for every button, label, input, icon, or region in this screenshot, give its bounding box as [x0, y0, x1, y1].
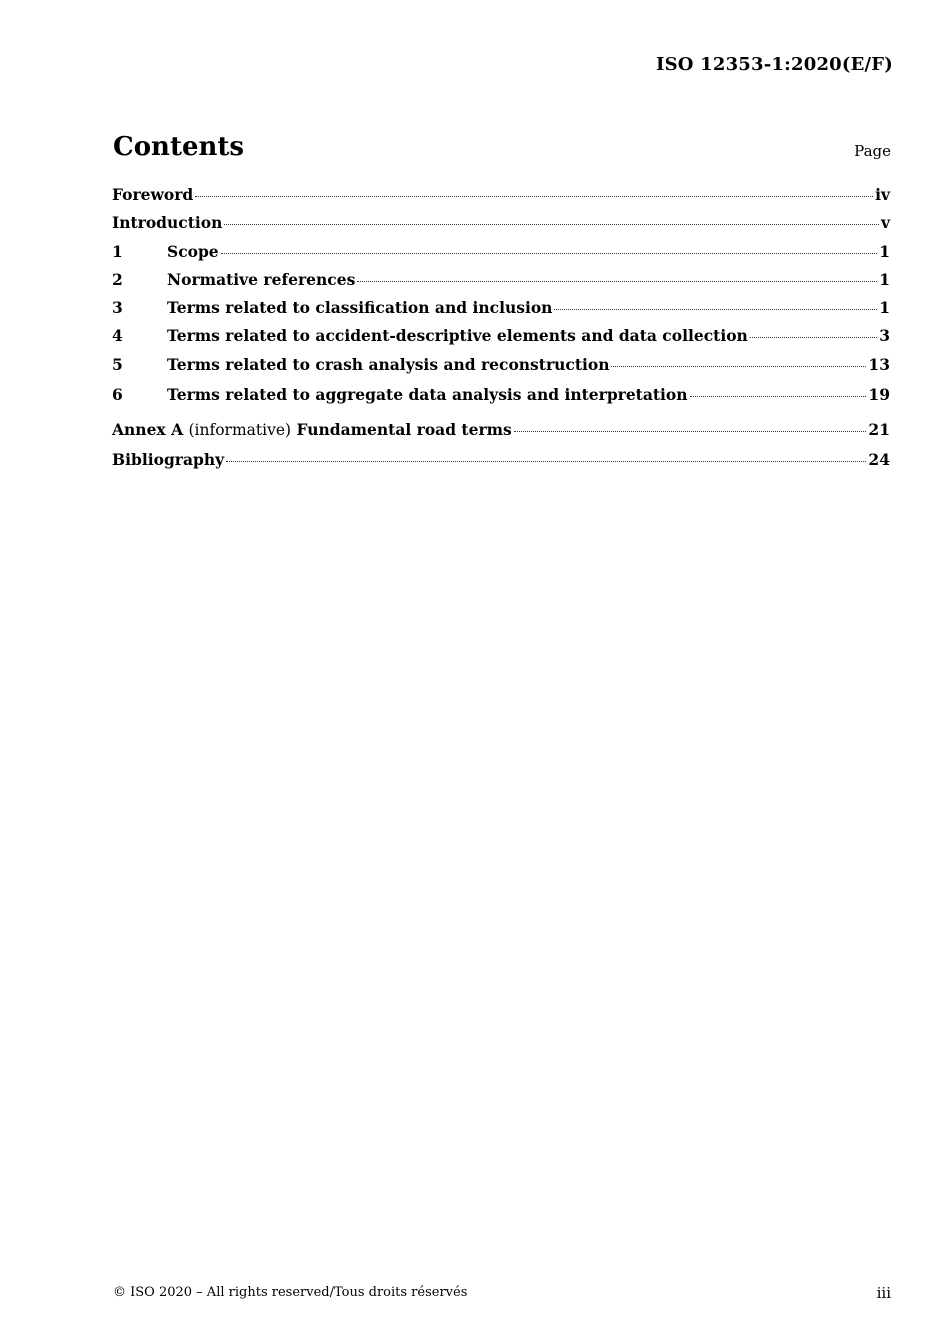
toc-entry-number: 6 [112, 385, 123, 404]
dot-leader [750, 336, 877, 338]
toc-entry-page: v [880, 213, 890, 232]
toc-entry-title: Introduction [112, 213, 223, 232]
toc-entry-title: Terms related to crash analysis and reconstruction [167, 355, 610, 374]
dot-leader [611, 365, 866, 367]
toc-entry-accident-descriptive[interactable] [112, 326, 890, 348]
toc-entry-title: Foreword [112, 185, 194, 204]
dot-leader [514, 430, 867, 432]
toc-entry-page: 21 [868, 420, 890, 439]
document-id: ISO 12353-1:2020(E/F) [655, 54, 893, 75]
toc-entry-number: 2 [112, 270, 123, 289]
toc-entry-number: 1 [112, 242, 123, 261]
contents-title: Contents [113, 132, 245, 162]
toc-entry-title: Terms related to accident-descriptive elements and data collection [167, 326, 748, 345]
dot-leader [195, 195, 873, 197]
toc-entry-page: 3 [879, 326, 890, 345]
dot-leader [357, 280, 877, 282]
dot-leader [690, 395, 867, 397]
toc-entry-page: 1 [879, 298, 890, 317]
toc-entry-scope[interactable] [112, 242, 890, 264]
toc-entry-number: 4 [112, 326, 123, 345]
dot-leader [554, 308, 877, 310]
toc-entry-title: Scope [167, 242, 219, 261]
footer-page-number: iii [876, 1284, 891, 1302]
toc-entry-introduction[interactable] [112, 213, 890, 235]
toc-entry-page: 19 [868, 385, 890, 404]
dot-leader [226, 460, 866, 462]
page-column-label: Page [854, 142, 891, 160]
toc-entry-page: 13 [868, 355, 890, 374]
toc-entry-normative-references[interactable] [112, 270, 890, 292]
toc-entry-bibliography[interactable] [112, 450, 890, 472]
toc-entry-title [112, 420, 512, 439]
toc-entry-page: 24 [868, 450, 890, 469]
footer-copyright: © ISO 2020 – All rights reserved/Tous droits réservés [113, 1285, 468, 1300]
dot-leader [221, 252, 878, 254]
annex-informative-label: (informative) [188, 421, 292, 439]
toc-entry-page: iv [875, 185, 890, 204]
toc-entry-classification[interactable] [112, 298, 890, 320]
toc-entry-page: 1 [879, 270, 890, 289]
toc-entry-title: Normative references [167, 270, 356, 289]
toc-entry-title: Terms related to classification and inclusion [167, 298, 553, 317]
toc-entry-number: 5 [112, 355, 123, 374]
toc-entry-title: Terms related to aggregate data analysis and interpretation [167, 385, 688, 404]
dot-leader [224, 223, 879, 225]
annex-label: Annex A [112, 420, 184, 439]
toc-entry-title: Bibliography [112, 450, 225, 469]
toc-entry-page: 1 [879, 242, 890, 261]
toc-entry-annex-a[interactable] [112, 420, 890, 442]
toc-entry-aggregate-data[interactable] [112, 385, 890, 407]
toc-entry-foreword[interactable] [112, 185, 890, 207]
toc-entry-crash-analysis[interactable] [112, 355, 890, 377]
toc-entry-number: 3 [112, 298, 123, 317]
annex-title: Fundamental road terms [296, 420, 512, 439]
